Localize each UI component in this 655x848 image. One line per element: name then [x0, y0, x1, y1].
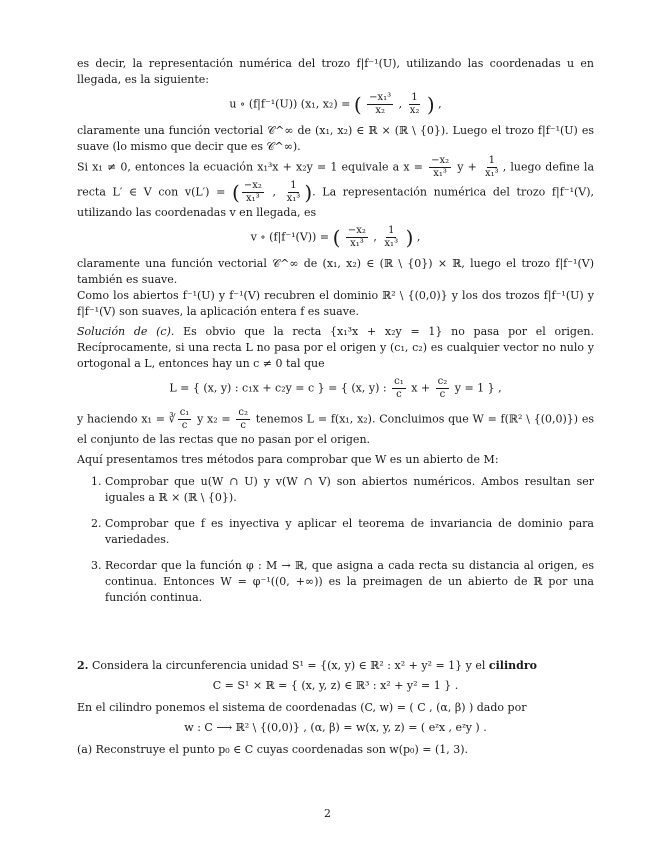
- equation-u-representation: u ∘ (f|f⁻¹(U)) (x₁, x₂) = ( $\frac{\text{−x₁³}}{\text{x₂}}$ , $\frac{1}{\text{x₂}}$ ) ,: [229, 92, 442, 117]
- equation-cylinder: C = S¹ × ℝ = { (x, y, z) ∈ ℝ³ : x² + y² = 1 } .: [212, 679, 459, 692]
- exercise-2a: (a) Reconstruye el punto p₀ ∈ C cuyas coordenadas son w(p₀) = (1, 3).: [77, 743, 469, 756]
- exercise-number: 2.: [77, 659, 89, 672]
- paragraph-coordinates: En el cilindro ponemos el sistema de coordenadas (C, w) = ( C , (α, β) ) dado por: [77, 701, 527, 714]
- page-body: [77, 56, 594, 758]
- page-number: 2: [324, 807, 331, 820]
- list-item: 1. Comprobar que u(W ∩ U) y v(W ∩ V) son abiertos numéricos. Ambos resultan ser iguales a ℝ × (ℝ \ {0}).: [105, 474, 594, 506]
- methods-list: [77, 474, 594, 606]
- equation-line-L: L = { (x, y) : c₁x + c₂y = c } = { (x, y) : $\frac{\text{c₁}}{c}$ x + $\frac{\text{c₂}}{c}$ y = 1 } ,: [169, 376, 502, 400]
- paragraph-f-smooth: Como los abiertos f⁻¹(U) y f⁻¹(V) recubren el dominio ℝ² \ {(0,0)} y los dos trozos f|f⁻¹(U) y f|f⁻¹(V) son suaves, la aplicación entera f es suave.: [77, 289, 594, 318]
- paragraph-chart-v: Si x₁ ≠ 0, entonces la ecuación x₁³x + x₂y = 1 equivale a x = $\frac{\text{−x₂}}{\text{x₁³}}$ y + $\frac{1}{\text{x₁³}}$ , luego define la recta L′ ∈ V con v(L′) = ( $\frac{\text{−x₂}}{\text{x₁³}}$ , $\frac{1}{\text{x₁³}}$ ). La representación numérica del trozo f|f⁻¹(V), utilizando las coordenadas v en llegada, es: [77, 155, 595, 219]
- paragraph-conclusion: y haciendo x₁ = ∛ $\frac{\text{c₁}}{c}$ y x₂ = $\frac{\text{c₂}}{c}$ tenemos L = f(x₁, x₂). Concluimos que W = f(ℝ² \ {(0,0)}) es el conjunto de las rectas que no pasan por el origen.: [77, 407, 594, 446]
- exercise-2-statement: 2. Considera la circunferencia unidad S¹ = {(x, y) ∈ ℝ² : x² + y² = 1} y el cilindro: [77, 659, 537, 672]
- equation-coordinate-map: w : C ⟶ ℝ² \ {(0,0)} , (α, β) = w(x, y, z) = ( eᶻx , eᶻy ) .: [184, 721, 487, 734]
- equation-v-representation: v ∘ (f|f⁻¹(V)) = ( $\frac{\text{−x₂}}{\text{x₁³}}$ , $\frac{1}{\text{x₁³}}$ ) ,: [250, 225, 421, 250]
- list-item: 2. Comprobar que f es inyectiva y aplicar el teorema de invariancia de dominio para variedades.: [105, 516, 594, 548]
- list-item: 3. Recordar que la función φ : M → ℝ, que asigna a cada recta su distancia al origen, es continua. Entonces W = φ⁻¹((0, +∞)) es la preimagen de un abierto de ℝ por una función continua.: [105, 558, 594, 606]
- paragraph-methods-intro: Aquí presentamos tres métodos para comprobar que W es un abierto de M:: [77, 453, 499, 466]
- paragraph-smooth-v: claramente una función vectorial 𝒞^∞ de (x₁, x₂) ∈ (ℝ \ {0}) × ℝ, luego el trozo f|f⁻¹(V) también es suave.: [77, 257, 594, 286]
- paragraph-smooth-u: claramente una función vectorial 𝒞^∞ de (x₁, x₂) ∈ ℝ × (ℝ \ {0}). Luego el trozo f|f⁻¹(U) es suave (lo mismo que decir que es 𝒞^∞).: [77, 124, 594, 153]
- paragraph-intro: es decir, la representación numérica del trozo f|f⁻¹(U), utilizando las coordenadas u en llegada, es la siguiente:: [77, 57, 594, 86]
- paragraph-solution-c: Solución de (c). Es obvio que la recta {x₁³x + x₂y = 1} no pasa por el origen. Recíprocamente, si una recta L no pasa por el origen y (c₁, c₂) es cualquier vector no nulo y ortogonal a L, entonces hay un c ≠ 0 tal que: [77, 325, 594, 370]
- solution-label: Solución de (c).: [77, 325, 175, 338]
